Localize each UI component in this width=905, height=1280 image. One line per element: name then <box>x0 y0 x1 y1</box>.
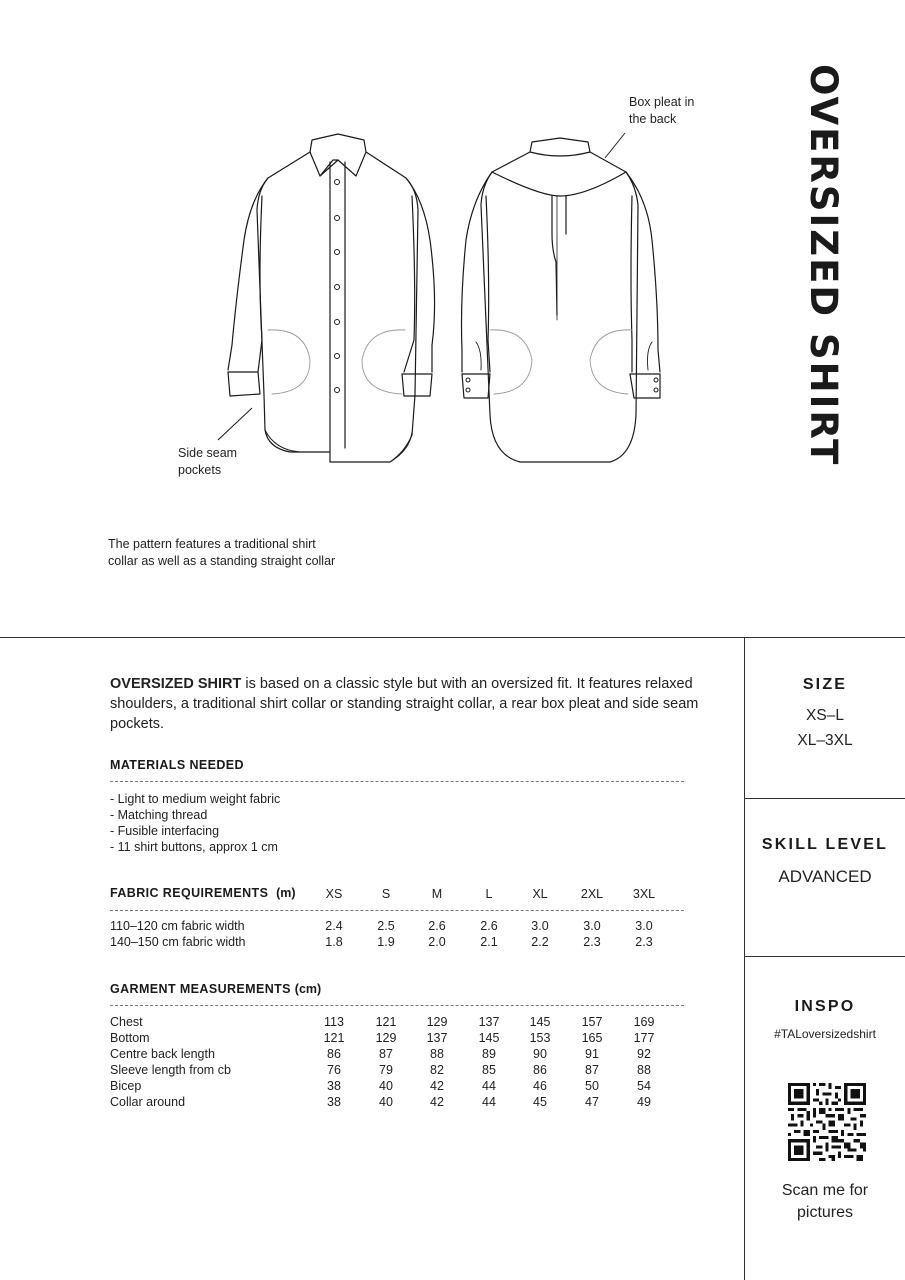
table-cell: 38 <box>327 1095 341 1109</box>
collar-note <box>108 536 335 570</box>
garment-heading-text: GARMENT MEASUREMENTS <box>110 982 291 996</box>
table-cell: 88 <box>637 1063 651 1077</box>
table-cell: 40 <box>379 1095 393 1109</box>
box-pleat-leader-line <box>605 133 625 158</box>
table-cell: 38 <box>327 1079 341 1093</box>
dashed-rule <box>110 1005 684 1006</box>
size-label: M <box>431 887 443 901</box>
materials-heading: MATERIALS NEEDED <box>110 758 244 772</box>
table-cell: 129 <box>426 1015 448 1029</box>
table-cell: 85 <box>482 1063 496 1077</box>
table-cell: 45 <box>533 1095 547 1109</box>
front-view-drawing <box>228 134 435 462</box>
table-cell: 42 <box>430 1095 444 1109</box>
row-label: Sleeve length from cb <box>110 1063 231 1077</box>
table-cell: 3.0 <box>635 919 653 933</box>
fabric-unit: (m) <box>276 886 296 900</box>
table-row <box>0 1062 700 1078</box>
table-row <box>0 918 700 934</box>
hashtag: #TALoversizedshirt <box>774 1027 876 1041</box>
table-cell: 86 <box>533 1063 547 1077</box>
table-cell: 79 <box>379 1063 393 1077</box>
table-cell: 49 <box>637 1095 651 1109</box>
row-label: Centre back length <box>110 1047 215 1061</box>
size-range: XL–3XL <box>797 732 853 749</box>
table-cell: 157 <box>581 1015 603 1029</box>
size-range: XS–L <box>806 707 844 724</box>
table-cell: 44 <box>482 1095 496 1109</box>
table-cell: 88 <box>430 1047 444 1061</box>
table-cell: 2.2 <box>531 935 549 949</box>
list-item: - Fusible interfacing <box>110 824 220 838</box>
note-line: The pattern features a traditional shirt <box>108 537 316 551</box>
page-title: OVERSIZED SHIRT <box>802 64 845 467</box>
table-cell: 87 <box>379 1047 393 1061</box>
row-label: Collar around <box>110 1095 186 1109</box>
table-cell: 2.6 <box>480 919 498 933</box>
table-row <box>0 934 700 950</box>
table-cell: 76 <box>327 1063 341 1077</box>
garment-unit: (cm) <box>294 982 322 996</box>
callout-line: Box pleat in <box>629 95 695 109</box>
garment-heading <box>110 982 321 996</box>
list-item: - Matching thread <box>110 808 208 822</box>
table-cell: 42 <box>430 1079 444 1093</box>
table-cell: 46 <box>533 1079 547 1093</box>
row-label: Bicep <box>110 1079 142 1093</box>
callout-line: pockets <box>178 463 222 477</box>
table-cell: 113 <box>324 1015 344 1029</box>
table-cell: 91 <box>585 1047 599 1061</box>
table-cell: 137 <box>426 1031 448 1045</box>
fabric-heading-text: FABRIC REQUIREMENTS <box>110 886 269 900</box>
sidebar-divider <box>744 956 905 957</box>
table-cell: 145 <box>478 1031 500 1045</box>
table-cell: 3.0 <box>531 919 549 933</box>
table-cell: 1.9 <box>377 935 395 949</box>
sidebar-divider <box>744 798 905 799</box>
caption-line: pictures <box>796 1204 854 1221</box>
table-cell: 2.5 <box>377 919 395 933</box>
size-label: S <box>381 887 391 901</box>
side-pocket-callout <box>178 445 237 479</box>
intro-paragraph <box>110 674 700 734</box>
table-cell: 82 <box>430 1063 444 1077</box>
size-label: XS <box>325 887 343 901</box>
table-cell: 86 <box>327 1047 341 1061</box>
skill-level: ADVANCED <box>778 867 872 886</box>
size-label: 3XL <box>632 887 656 901</box>
qr-caption <box>745 1180 905 1224</box>
size-label: 2XL <box>580 887 604 901</box>
table-cell: 2.3 <box>583 935 601 949</box>
dashed-rule <box>110 781 684 782</box>
inspo-title: INSPO <box>794 998 856 1015</box>
size-title: SIZE <box>802 676 848 693</box>
table-row <box>0 1030 700 1046</box>
box-pleat-callout <box>629 94 694 128</box>
table-row <box>0 1046 700 1062</box>
table-cell: 2.4 <box>325 919 343 933</box>
row-label: Bottom <box>110 1031 150 1045</box>
size-header-row <box>0 886 700 902</box>
row-label: Chest <box>110 1015 143 1029</box>
table-cell: 121 <box>375 1015 397 1029</box>
callout-line: the back <box>629 112 677 126</box>
dashed-rule <box>110 910 684 911</box>
list-item: - Light to medium weight fabric <box>110 792 281 806</box>
skill-title: SKILL LEVEL <box>761 836 889 853</box>
qr-code-icon[interactable] <box>788 1083 866 1161</box>
table-cell: 153 <box>529 1031 551 1045</box>
table-cell: 50 <box>585 1079 599 1093</box>
table-row <box>0 1078 700 1094</box>
table-cell: 1.8 <box>325 935 343 949</box>
table-cell: 129 <box>375 1031 397 1045</box>
table-cell: 145 <box>529 1015 551 1029</box>
back-view-drawing <box>462 138 661 462</box>
table-cell: 3.0 <box>583 919 601 933</box>
pocket-leader-line <box>218 408 252 440</box>
table-cell: 89 <box>482 1047 496 1061</box>
list-item: - 11 shirt buttons, approx 1 cm <box>110 840 278 854</box>
caption-line: Scan me for <box>781 1182 869 1199</box>
table-row <box>0 1094 700 1110</box>
size-label: L <box>485 887 493 901</box>
note-line: collar as well as a standing straight collar <box>108 554 336 568</box>
table-cell: 121 <box>323 1031 345 1045</box>
table-cell: 2.6 <box>428 919 446 933</box>
table-cell: 40 <box>379 1079 393 1093</box>
row-label: 140–150 cm fabric width <box>110 935 246 949</box>
materials-list <box>110 791 280 855</box>
table-cell: 2.0 <box>428 935 446 949</box>
table-cell: 2.3 <box>635 935 653 949</box>
table-cell: 165 <box>581 1031 603 1045</box>
row-label: 110–120 cm fabric width <box>110 919 245 933</box>
shirt-technical-drawings <box>0 0 905 520</box>
table-cell: 177 <box>633 1031 655 1045</box>
table-cell: 44 <box>482 1079 496 1093</box>
table-cell: 169 <box>633 1015 655 1029</box>
table-cell: 87 <box>585 1063 599 1077</box>
intro-text: is based on a classic style but with an oversized fit. It features relaxed shoulders, a traditional shirt collar or standing straight collar, a rear box pleat and side seam pockets. <box>110 676 699 732</box>
table-cell: 47 <box>585 1095 599 1109</box>
table-cell: 54 <box>637 1079 651 1093</box>
callout-line: Side seam <box>178 446 238 460</box>
horizontal-divider <box>0 637 905 638</box>
table-cell: 90 <box>533 1047 547 1061</box>
size-label: XL <box>532 887 548 901</box>
table-cell: 2.1 <box>480 935 498 949</box>
intro-bold: OVERSIZED SHIRT <box>110 676 242 692</box>
table-row <box>0 1014 700 1030</box>
table-cell: 137 <box>478 1015 500 1029</box>
table-cell: 92 <box>637 1047 651 1061</box>
